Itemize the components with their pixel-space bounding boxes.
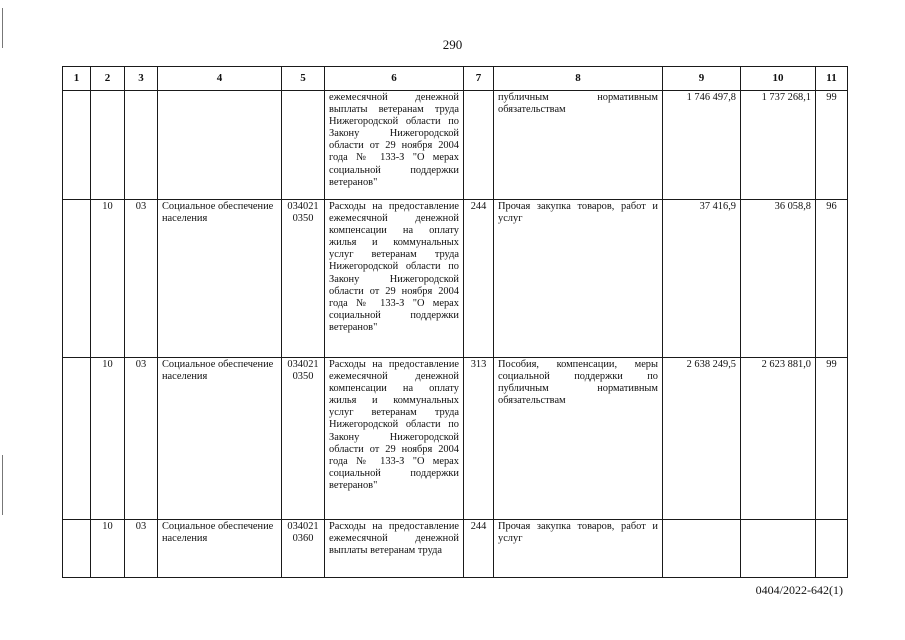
cell-expense-type-name: Прочая закупка товаров, работ и услуг (494, 520, 663, 578)
cell-executed-amount: 36 058,8 (741, 200, 816, 358)
cell-target-article (282, 91, 325, 200)
table-row (63, 358, 848, 520)
cell-executed-amount (741, 520, 816, 578)
cell-article-name: ежемесячной денежной выплаты ветеранам труда Нижегородской области по Закону Нижегородской области от 29 ноября 2004 года № 133-З "О мерах социальной поддержки ветеранов" (325, 91, 464, 200)
cell-planned-amount: 2 638 249,5 (663, 358, 741, 520)
cell-article-name: Расходы на предоставление ежемесячной денежной выплаты ветеранам труда (325, 520, 464, 578)
column-header: 9 (663, 67, 741, 91)
cell-executed-amount: 1 737 268,1 (741, 91, 816, 200)
cell-subsection: 03 (125, 520, 158, 578)
cell-row-number (63, 520, 91, 578)
column-header: 2 (91, 67, 125, 91)
cell-expense-type: 244 (464, 520, 494, 578)
cell-row-number (63, 91, 91, 200)
cell-subsection (125, 91, 158, 200)
cell-section-name: Социальное обеспечение населения (158, 200, 282, 358)
cell-expense-type: 244 (464, 200, 494, 358)
cell-row-number (63, 358, 91, 520)
cell-execution-percent: 99 (816, 358, 848, 520)
cell-execution-percent: 99 (816, 91, 848, 200)
cell-target-article: 034021 0360 (282, 520, 325, 578)
cell-section (91, 91, 125, 200)
cell-planned-amount: 37 416,9 (663, 200, 741, 358)
table-header-row (63, 67, 848, 91)
cell-planned-amount: 1 746 497,8 (663, 91, 741, 200)
column-header: 5 (282, 67, 325, 91)
column-header: 3 (125, 67, 158, 91)
column-header: 11 (816, 67, 848, 91)
column-header: 1 (63, 67, 91, 91)
column-header: 7 (464, 67, 494, 91)
column-header: 4 (158, 67, 282, 91)
table-row (63, 91, 848, 200)
cell-planned-amount (663, 520, 741, 578)
cell-expense-type-name: Пособия, компенсации, меры социальной поддержки по публичным нормативным обязательствам (494, 358, 663, 520)
cell-article-name: Расходы на предоставление ежемесячной денежной компенсации на оплату жилья и коммунальных услуг ветеранам труда Нижегородской области по Закону Нижегородской области от 29 ноября 2004 года № 133-З "О мерах социальной поддержки ветеранов" (325, 358, 464, 520)
cell-row-number (63, 200, 91, 358)
cell-execution-percent: 96 (816, 200, 848, 358)
scan-edge-mark (2, 455, 3, 515)
cell-section: 10 (91, 358, 125, 520)
cell-section-name (158, 91, 282, 200)
budget-table (62, 66, 848, 578)
table-row (63, 520, 848, 578)
table-row (63, 200, 848, 358)
cell-subsection: 03 (125, 200, 158, 358)
cell-expense-type: 313 (464, 358, 494, 520)
cell-target-article: 034021 0350 (282, 200, 325, 358)
cell-subsection: 03 (125, 358, 158, 520)
cell-target-article: 034021 0350 (282, 358, 325, 520)
column-header: 10 (741, 67, 816, 91)
cell-expense-type-name: публичным нормативным обязательствам (494, 91, 663, 200)
document-number: 0404/2022-642(1) (755, 583, 843, 597)
column-header: 6 (325, 67, 464, 91)
cell-section-name: Социальное обеспечение населения (158, 520, 282, 578)
cell-expense-type-name: Прочая закупка товаров, работ и услуг (494, 200, 663, 358)
cell-execution-percent (816, 520, 848, 578)
cell-article-name: Расходы на предоставление ежемесячной денежной компенсации на оплату жилья и коммунальных услуг ветеранам труда Нижегородской области по Закону Нижегородской области от 29 ноября 2004 года № 133-З "О мерах социальной поддержки ветеранов" (325, 200, 464, 358)
column-header: 8 (494, 67, 663, 91)
cell-section: 10 (91, 200, 125, 358)
cell-expense-type (464, 91, 494, 200)
cell-section-name: Социальное обеспечение населения (158, 358, 282, 520)
cell-executed-amount: 2 623 881,0 (741, 358, 816, 520)
cell-section: 10 (91, 520, 125, 578)
page-number: 290 (442, 37, 463, 52)
